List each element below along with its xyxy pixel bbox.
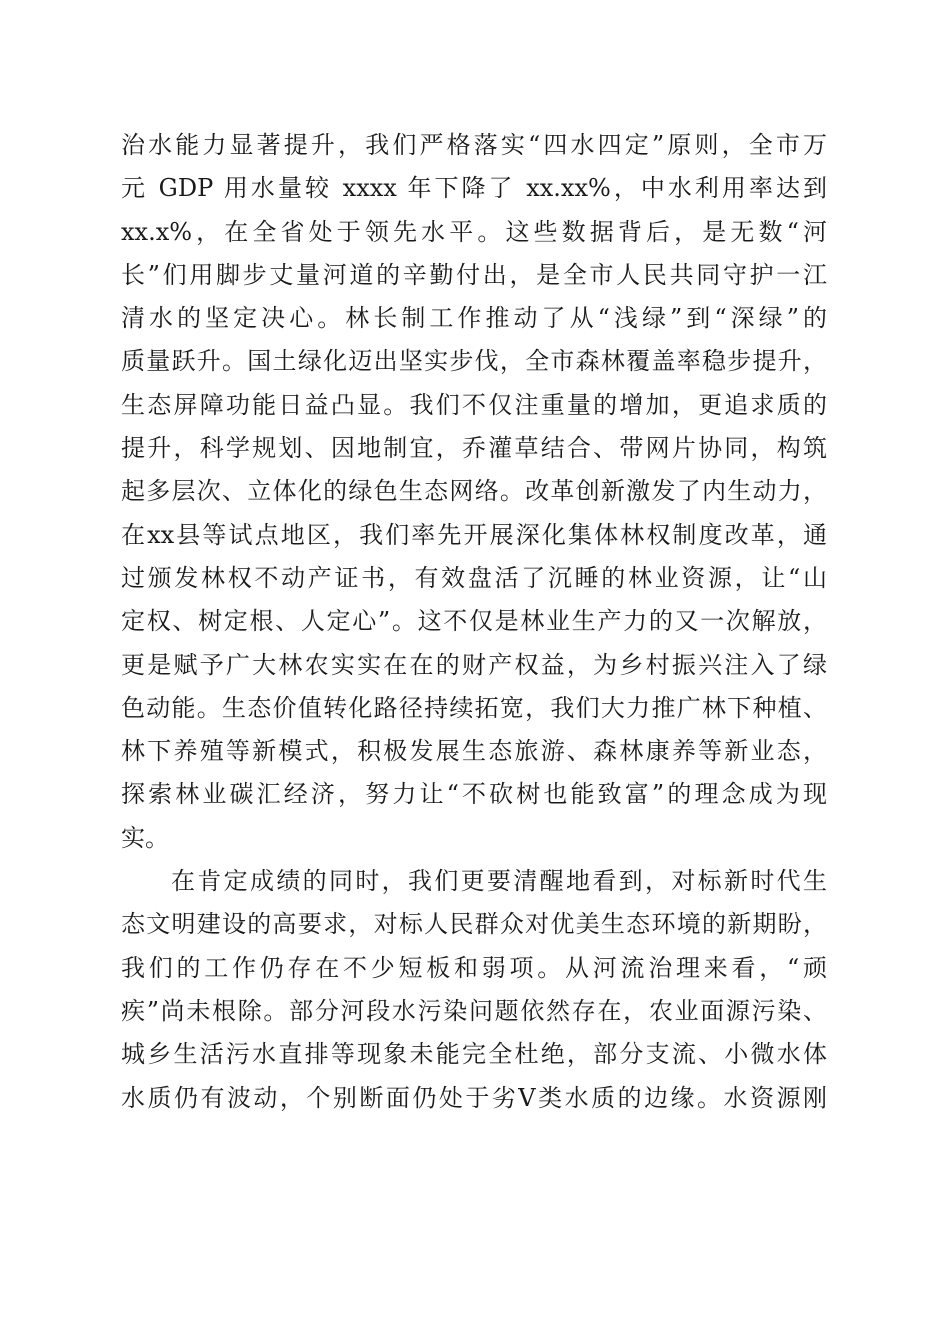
text-line: xx.x%，在全省处于领先水平。这些数据背后，是无数“河 [121, 217, 827, 246]
text-line: 元 GDP 用水量较 xxxx 年下降了 xx.xx%，中水利用率达到 [121, 174, 827, 203]
text-line: 起多层次、立体化的绿色生态网络。改革创新激发了内生动力， [121, 477, 827, 506]
text-line: 定权、树定根、人定心”。这不仅是林业生产力的又一次解放， [121, 607, 827, 636]
text-line: 长”们用脚步丈量河道的辛勤付出，是全市人民共同守护一江 [121, 260, 827, 289]
paragraph-1 [121, 124, 827, 860]
text-line: 质量跃升。国土绿化迈出坚实步伐，全市森林覆盖率稳步提升， [121, 347, 827, 376]
paragraph-2 [121, 860, 827, 1120]
text-line: 在肯定成绩的同时，我们更要清醒地看到，对标新时代生 [171, 867, 827, 896]
text-line: 治水能力显著提升，我们严格落实“四水四定”原则，全市万 [121, 131, 827, 159]
text-line: 过颁发林权不动产证书，有效盘活了沉睡的林业资源，让“山 [121, 563, 827, 592]
document-body [121, 124, 827, 1120]
text-line: 在xx县等试点地区，我们率先开展深化集体林权制度改革，通 [121, 520, 827, 549]
text-line: 城乡生活污水直排等现象未能完全杜绝，部分支流、小微水体 [121, 1040, 827, 1069]
text-line: 态文明建设的高要求，对标人民群众对优美生态环境的新期盼， [121, 910, 827, 939]
text-line: 生态屏障功能日益凸显。我们不仅注重量的增加，更追求质的 [121, 390, 827, 419]
text-line: 水质仍有波动，个别断面仍处于劣Ⅴ类水质的边缘。水资源刚 [121, 1083, 827, 1112]
text-line: 更是赋予广大林农实实在在的财产权益，为乡村振兴注入了绿 [121, 650, 827, 679]
text-line: 实。 [121, 823, 169, 852]
text-line: 我们的工作仍存在不少短板和弱项。从河流治理来看，“顽 [121, 953, 827, 982]
text-line: 疾”尚未根除。部分河段水污染问题依然存在，农业面源污染、 [121, 996, 827, 1025]
text-line: 清水的坚定决心。林长制工作推动了从“浅绿”到“深绿”的 [121, 304, 827, 333]
text-line: 探索林业碳汇经济，努力让“不砍树也能致富”的理念成为现 [121, 780, 827, 809]
text-line: 林下养殖等新模式，积极发展生态旅游、森林康养等新业态， [121, 737, 827, 766]
text-line: 提升，科学规划、因地制宜，乔灌草结合、带网片协同，构筑 [121, 434, 827, 463]
text-line: 色动能。生态价值转化路径持续拓宽，我们大力推广林下种植、 [121, 693, 827, 722]
